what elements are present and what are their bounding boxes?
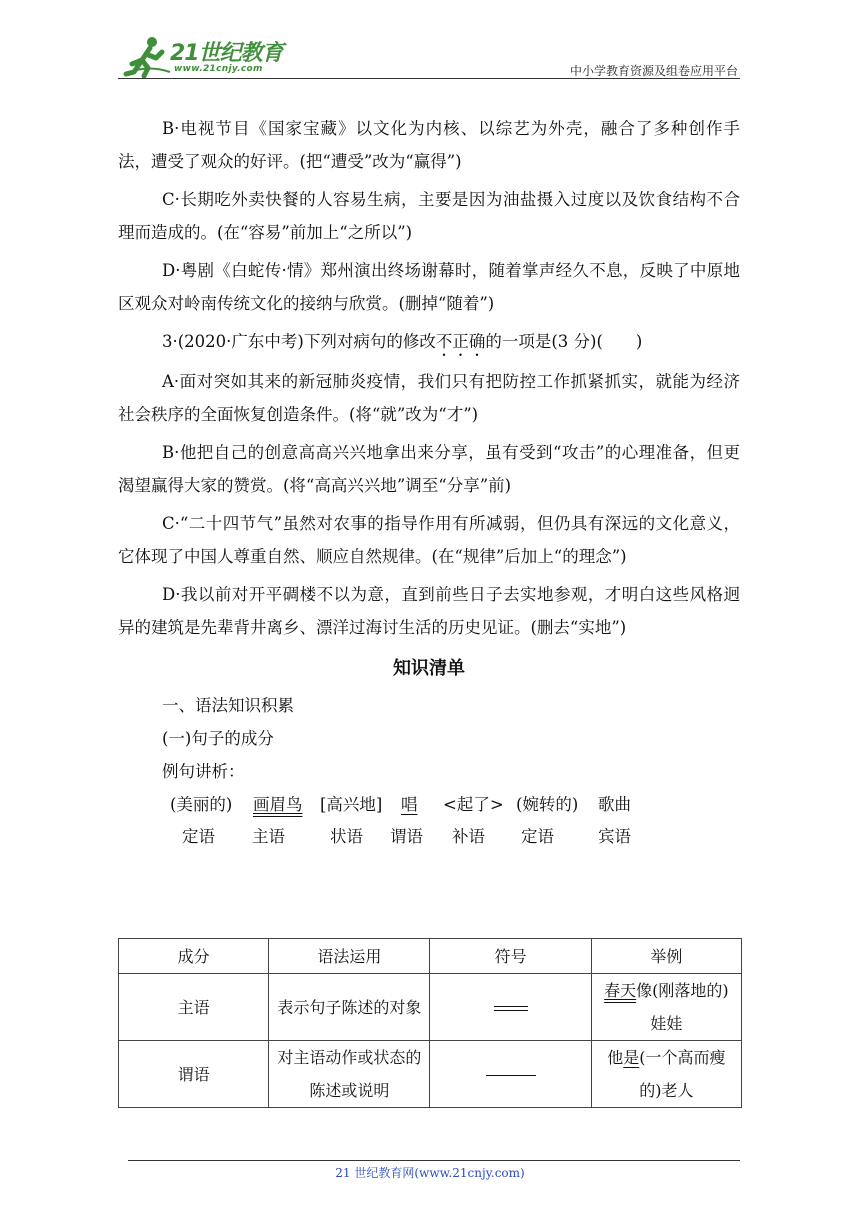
example-word: 画眉鸟 <box>253 795 303 814</box>
example-role: 宾语 <box>598 827 631 846</box>
table-cell: 谓语 <box>119 1041 269 1108</box>
heading-sentence-components: (一)句子的成分 <box>162 729 274 748</box>
example-text: 他 <box>607 1048 624 1067</box>
example-word: [高兴地] <box>320 795 383 814</box>
example-text: 像(刚落地的)娃娃 <box>636 981 729 1033</box>
table-header: 举例 <box>591 939 741 974</box>
marked-word: 是 <box>623 1048 640 1067</box>
footer-divider <box>128 1160 740 1161</box>
table-header-row <box>119 939 742 974</box>
logo-url: www.21cnjy.com <box>174 64 263 74</box>
site-logo <box>122 34 292 78</box>
example-text: (一个高而瘦的)老人 <box>639 1048 726 1100</box>
question-3-suffix: 的一项是(3 分)( ) <box>485 332 643 351</box>
footer-text: 21 世纪教育网(www.21cnjy.com) <box>335 1166 525 1180</box>
example-role: 定语 <box>521 827 554 846</box>
example-word: 唱 <box>401 795 418 814</box>
sentence-components-table <box>118 938 742 1108</box>
table-header: 成分 <box>119 939 269 974</box>
table-cell: 对主语动作或状态的陈述或说明 <box>269 1041 430 1108</box>
example-role: 定语 <box>182 827 215 846</box>
table-cell <box>591 974 741 1041</box>
q3-option-c: C·“二十四节气”虽然对农事的指导作用有所减弱，但仍具有深远的文化意义，它体现了中国人尊重自然、顺应自然规律。(在“规律”后加上“的理念”) <box>118 514 740 566</box>
double-underline-symbol <box>494 1006 528 1011</box>
table-cell: 表示句子陈述的对象 <box>269 974 430 1041</box>
example-word: 歌曲 <box>598 795 631 814</box>
marked-word: 春天 <box>604 981 637 1000</box>
option-d-paragraph: D·粤剧《白蛇传·情》郑州演出终场谢幕时，随着掌声经久不息，反映了中原地区观众对岭南传统文化的接纳与欣赏。(删掉“随着”) <box>118 261 740 313</box>
header-divider <box>118 78 740 79</box>
table-cell: 主语 <box>119 974 269 1041</box>
section-title: 知识清单 <box>393 658 465 679</box>
single-underline-symbol <box>486 1075 536 1076</box>
example-roles <box>118 820 740 852</box>
logo-text: 21世纪教育 <box>170 41 283 66</box>
option-b-paragraph: B·电视节目《国家宝藏》以文化为内核、以综艺为外壳，融合了多种创作手法，遭受了观众的好评。(把“遭受”改为“赢得”) <box>118 119 740 171</box>
table-cell <box>591 1041 741 1108</box>
example-word: (美丽的) <box>170 795 233 814</box>
table-header: 语法运用 <box>269 939 430 974</box>
option-c-paragraph: C·长期吃外卖快餐的人容易生病，主要是因为油盐摄入过度以及饮食结构不合理而造成的。(在“容易”前加上“之所以”) <box>118 190 740 242</box>
example-word: <起了> <box>443 795 504 814</box>
document-body <box>118 112 740 852</box>
page-header <box>122 30 740 80</box>
q3-option-a: A·面对突如其来的新冠肺炎疫情，我们只有把防控工作抓紧抓实，就能为经济社会秩序的全面恢复创造条件。(将“就”改为“才”) <box>118 372 740 424</box>
q3-option-b: B·他把自己的创意高高兴兴地拿出来分享，虽有受到“攻击”的心理准备，但更渴望赢得大家的赞赏。(将“高高兴兴地”调至“分享”前) <box>118 443 740 495</box>
table-row <box>119 974 742 1041</box>
table-cell <box>430 1041 591 1108</box>
example-role: 补语 <box>452 827 485 846</box>
example-role: 主语 <box>252 827 285 846</box>
example-role: 谓语 <box>390 827 423 846</box>
question-3-emphasis: 不正确 <box>435 332 486 351</box>
q3-option-d: D·我以前对开平碉楼不以为意，直到前些日子去实地参观，才明白这些风格迥异的建筑是先辈背井离乡、漂洋过海讨生活的历史见证。(删去“实地”) <box>118 585 740 637</box>
example-sentence <box>118 788 740 820</box>
table-cell <box>430 974 591 1041</box>
table-row <box>119 1041 742 1108</box>
question-3-prefix: 3·(2020·广东中考)下列对病句的修改 <box>162 332 436 351</box>
table-header: 符号 <box>430 939 591 974</box>
question-3 <box>118 325 740 360</box>
example-label: 例句讲析： <box>162 762 245 781</box>
header-tagline: 中小学教育资源及组卷应用平台 <box>569 64 738 78</box>
example-role: 状语 <box>330 827 363 846</box>
runner-logo-icon <box>122 34 172 78</box>
heading-grammar: 一、语法知识积累 <box>162 696 294 715</box>
example-word: (婉转的) <box>516 795 579 814</box>
